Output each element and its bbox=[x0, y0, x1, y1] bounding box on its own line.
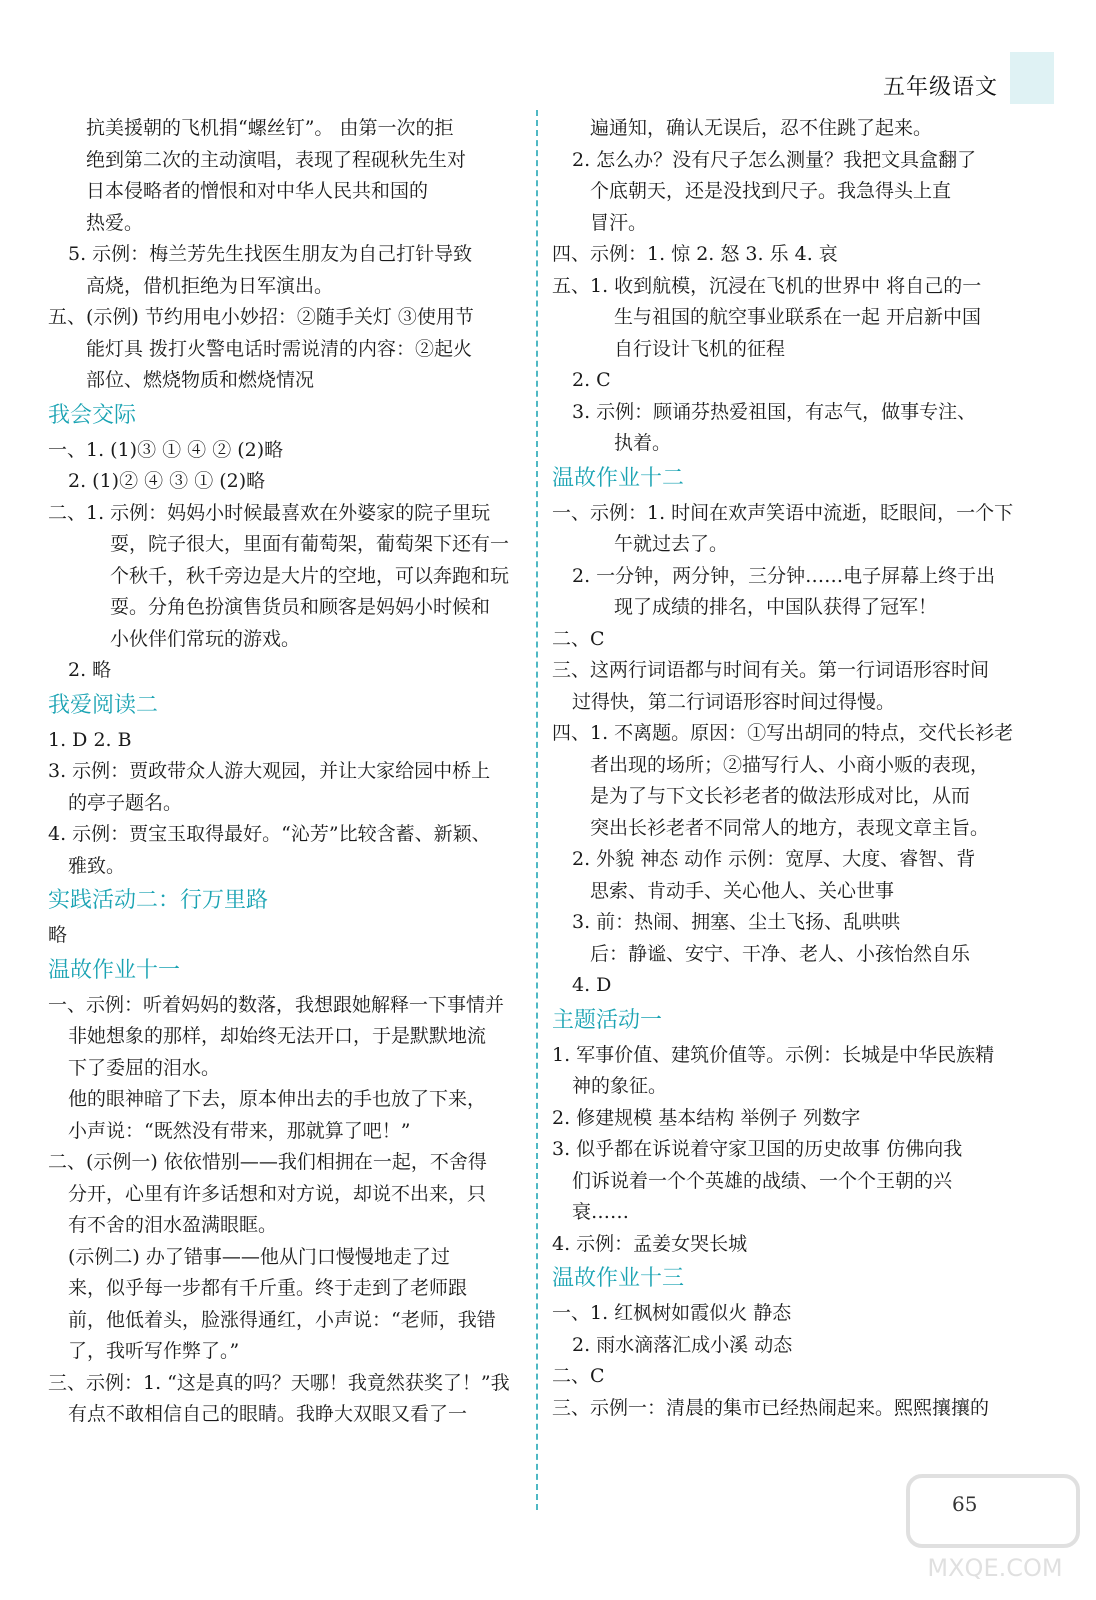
answer-line: 4. 示例：贾宝玉取得最好。“沁芳”比较含蓄、新颖、 bbox=[48, 823, 491, 845]
answer-line: 过得快，第二行词语形容时间过得慢。 bbox=[572, 690, 896, 713]
answer-line: 耍。分角色扮演售货员和顾客是妈妈小时候和 bbox=[110, 596, 491, 618]
answer-line: 2. 修建规模 基本结构 举例子 列数字 bbox=[552, 1106, 861, 1129]
answer-line: 思索、肯动手、关心他人、关心世事 bbox=[590, 879, 895, 902]
answer-line: 能灯具 拨打火警电话时需说清的内容：②起火 bbox=[86, 337, 473, 360]
answer-line: 3. 示例：顾诵芬热爱祖国，有志气，做事专注、 bbox=[572, 400, 977, 423]
column-divider bbox=[536, 110, 538, 1510]
answer-line: 个底朝天，还是没找到尺子。我急得头上直 bbox=[590, 180, 952, 202]
answer-line: 2. 略 bbox=[68, 659, 112, 681]
answer-line: 五、1. 收到航模，沉浸在飞机的世界中 将自己的一 bbox=[552, 274, 982, 297]
answer-line: 雅致。 bbox=[68, 854, 126, 877]
answer-line: 耍，院子很大，里面有葡萄架，葡萄架下还有一 bbox=[110, 533, 510, 555]
answer-line: 了，我听写作弊了。” bbox=[68, 1340, 240, 1362]
answer-line: 五、(示例) 节约用电小妙招：②随手关灯 ③使用节 bbox=[48, 306, 474, 328]
answer-line: 高烧，借机拒绝为日军演出。 bbox=[86, 274, 334, 297]
answer-line: 2. 怎么办？没有尺子怎么测量？我把文具盒翻了 bbox=[572, 148, 977, 171]
page-header-title: 五年级语文 bbox=[882, 75, 998, 100]
answer-line: 二、C bbox=[552, 627, 605, 650]
answer-line: 的亭子题名。 bbox=[68, 791, 183, 814]
answer-line: 一、1. (1)③ ① ④ ② (2)略 bbox=[48, 438, 284, 461]
answer-line: 1. D 2. B bbox=[48, 728, 132, 751]
answer-line: 二、(示例一) 依依惜别——我们相拥在一起，不舍得 bbox=[48, 1151, 487, 1173]
section-heading: 实践活动二：行万里路 bbox=[48, 888, 269, 913]
answer-line: 生与祖国的航空事业联系在一起 开启新中国 bbox=[614, 306, 982, 328]
answer-line: 三、这两行词语都与时间有关。第一行词语形容时间 bbox=[552, 659, 990, 681]
answer-line: 2. 雨水滴落汇成小溪 动态 bbox=[572, 1333, 793, 1356]
watermark-logo bbox=[900, 1470, 1090, 1590]
answer-line: 现了成绩的排名，中国队获得了冠军！ bbox=[614, 596, 938, 618]
answer-line: 者出现的场所；②描写行人、小商小贩的表现， bbox=[590, 753, 990, 776]
answer-line: 午就过去了。 bbox=[614, 533, 729, 555]
answer-line: 二、1. 示例：妈妈小时候最喜欢在外婆家的院子里玩 bbox=[48, 501, 491, 524]
answer-line: 2. C bbox=[572, 369, 611, 391]
answer-line: 一、1. 红枫树如霞似火 静态 bbox=[552, 1302, 792, 1324]
answer-line: 来，似乎每一步都有千斤重。终于走到了老师跟 bbox=[68, 1277, 468, 1299]
answer-line: 1. 军事价值、建筑价值等。示例：长城是中华民族精 bbox=[552, 1043, 995, 1066]
answer-line: 后：静谧、安宁、干净、老人、小孩怡然自乐 bbox=[590, 942, 971, 965]
answer-line: 日本侵略者的憎恨和对中华人民共和国的 bbox=[86, 180, 429, 202]
answer-line: 个秋千，秋千旁边是大片的空地，可以奔跑和玩 bbox=[110, 564, 510, 587]
section-heading: 温故作业十二 bbox=[552, 465, 685, 491]
section-heading: 温故作业十一 bbox=[48, 957, 181, 983]
answer-line: 自行设计飞机的征程 bbox=[614, 337, 786, 360]
answer-line: 冒汗。 bbox=[590, 211, 648, 234]
answer-line: 3. 前：热闹、拥塞、尘土飞扬、乱哄哄 bbox=[572, 911, 901, 933]
answer-line: 3. 似乎都在诉说着守家卫国的历史故事 仿佛向我 bbox=[552, 1138, 963, 1160]
answer-line: 抗美援朝的飞机捐“螺丝钉”。 由第一次的拒 bbox=[86, 117, 454, 139]
answer-line: 有点不敢相信自己的眼睛。我睁大双眼又看了一 bbox=[68, 1403, 468, 1425]
right-column bbox=[552, 113, 1028, 1424]
answer-line: 遍通知，确认无误后，忍不住跳了起来。 bbox=[590, 117, 933, 139]
answer-line: 突出长衫老者不同常人的地方，表现文章主旨。 bbox=[590, 816, 990, 839]
section-heading: 温故作业十三 bbox=[552, 1266, 685, 1291]
answer-line: 四、1. 不离题。原因：①写出胡同的特点，交代长衫老 bbox=[552, 722, 1014, 744]
answer-line: 一、示例：1. 时间在欢声笑语中流逝，眨眼间，一个下 bbox=[552, 501, 1014, 524]
answer-line: 前，他低着头，脸涨得通红，小声说：“老师，我错 bbox=[68, 1308, 496, 1331]
answer-line: 2. (1)② ④ ③ ① (2)略 bbox=[68, 470, 266, 492]
answer-line: (示例二) 办了错事——他从门口慢慢地走了过 bbox=[68, 1245, 450, 1268]
answer-line: 分开，心里有许多话想和对方说，却说不出来，只 bbox=[68, 1182, 487, 1205]
answer-line: 们诉说着一个个英雄的战绩、一个个王朝的兴 bbox=[572, 1169, 953, 1192]
answer-line: 有不舍的泪水盈满眼眶。 bbox=[68, 1214, 278, 1236]
answer-line: 下了委屈的泪水。 bbox=[68, 1056, 221, 1079]
answer-line: 四、示例：1. 惊 2. 怒 3. 乐 4. 哀 bbox=[552, 243, 838, 265]
page-number: 65 bbox=[952, 1492, 978, 1516]
answer-line: 2. 一分钟，两分钟，三分钟……电子屏幕上终于出 bbox=[572, 564, 996, 587]
answer-line: 二、C bbox=[552, 1365, 605, 1387]
answer-line: 神的象征。 bbox=[572, 1075, 668, 1097]
answer-line: 三、示例：1. “这是真的吗？天哪！我竟然获奖了！”我 bbox=[48, 1371, 510, 1394]
answer-line: 5. 示例：梅兰芳先生找医生朋友为自己打针导致 bbox=[68, 243, 473, 265]
answer-line: 一、示例：听着妈妈的数落，我想跟她解释一下事情并 bbox=[48, 993, 505, 1016]
answer-line: 小伙伴们常玩的游戏。 bbox=[110, 627, 301, 650]
section-heading: 我爱阅读二 bbox=[48, 692, 159, 718]
answer-line: 非她想象的那样，却始终无法开口，于是默默地流 bbox=[68, 1025, 487, 1047]
left-column bbox=[48, 113, 524, 1431]
section-heading: 我会交际 bbox=[48, 402, 137, 428]
answer-line: 绝到第二次的主动演唱，表现了程砚秋先生对 bbox=[86, 148, 467, 171]
answer-line: 4. D bbox=[572, 974, 612, 996]
answer-line: 部位、燃烧物质和燃烧情况 bbox=[86, 369, 315, 391]
answer-line: 执着。 bbox=[614, 432, 672, 454]
answer-line: 4. 示例：孟姜女哭长城 bbox=[552, 1232, 748, 1255]
answer-line: 是为了与下文长衫老者的做法形成对比，从而 bbox=[590, 785, 971, 807]
watermark-text: MXQE.COM bbox=[927, 1554, 1063, 1582]
header-tab-decoration bbox=[1010, 52, 1054, 104]
answer-line: 3. 示例：贾政带众人游大观园，并让大家给园中桥上 bbox=[48, 760, 491, 782]
answer-line: 2. 外貌 神态 动作 示例：宽厚、大度、睿智、背 bbox=[572, 848, 976, 870]
answer-line: 略 bbox=[48, 924, 68, 946]
answer-line: 他的眼神暗了下去，原本伸出去的手也放了下来， bbox=[68, 1088, 487, 1110]
answer-line: 小声说：“既然没有带来，那就算了吧！” bbox=[68, 1119, 411, 1142]
section-heading: 主题活动一 bbox=[552, 1007, 663, 1033]
answer-line: 三、示例一：清晨的集市已经热闹起来。熙熙攘攘的 bbox=[552, 1396, 990, 1419]
answer-line: 衰…… bbox=[572, 1201, 630, 1223]
answer-line: 热爱。 bbox=[86, 211, 144, 234]
